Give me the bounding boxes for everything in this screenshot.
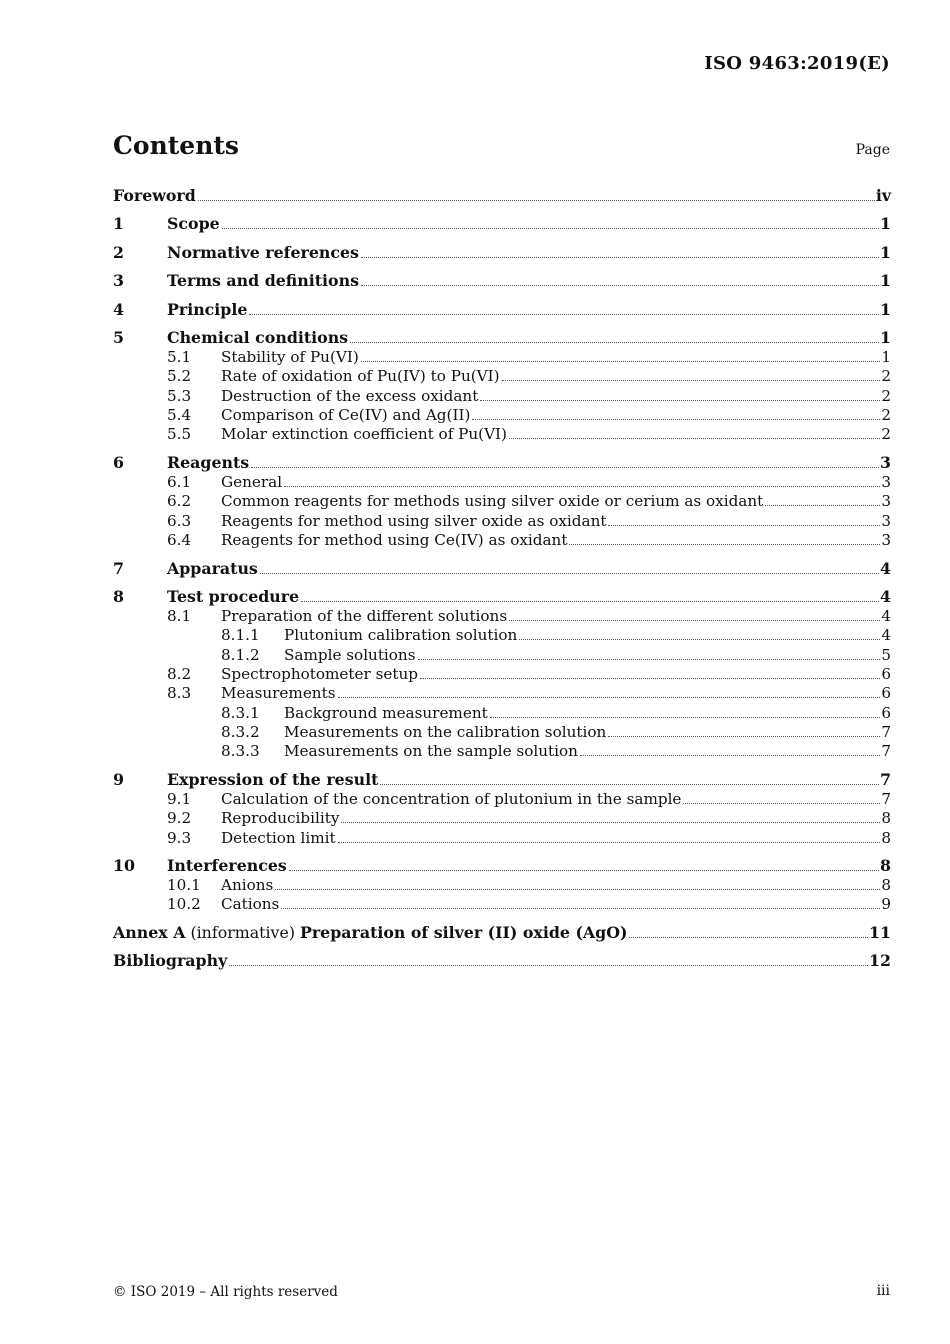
toc-entry-title: General xyxy=(221,473,283,491)
toc-entry-title: Cations xyxy=(221,895,280,913)
toc-entry-page: 5 xyxy=(881,646,891,664)
toc-entry-page: 3 xyxy=(881,473,891,491)
toc-entry[interactable] xyxy=(113,703,891,723)
toc-entry-title: Test procedure xyxy=(167,587,300,606)
toc-entry-number: 9.1 xyxy=(167,790,192,808)
toc-entry-title: Background measurement xyxy=(284,704,488,722)
toc-entry-page: 6 xyxy=(881,665,891,683)
toc-entry[interactable] xyxy=(113,770,891,790)
toc-entry-title: Normative references xyxy=(167,243,359,262)
toc-entry-title: Destruction of the excess oxidant xyxy=(221,387,479,405)
dot-leader xyxy=(341,822,880,823)
toc-entry-page: 11 xyxy=(869,923,891,942)
dot-leader xyxy=(222,228,879,229)
dot-leader xyxy=(361,361,881,362)
toc-entry-page: 1 xyxy=(881,348,891,366)
toc-entry-page: 4 xyxy=(881,626,891,644)
dot-leader xyxy=(281,908,880,909)
toc-entry-title: Terms and definitions xyxy=(167,271,359,290)
toc-entry-number: 10 xyxy=(113,856,135,875)
toc-entry-page: 3 xyxy=(881,531,891,549)
dot-leader xyxy=(629,937,868,938)
toc-entry[interactable] xyxy=(113,789,891,809)
toc-entry-title: Anions xyxy=(221,876,274,894)
toc-entry-title: Comparison of Ce(IV) and Ag(II) xyxy=(221,406,471,424)
toc-entry[interactable] xyxy=(113,606,891,626)
toc-entry[interactable] xyxy=(113,511,891,531)
dot-leader xyxy=(338,697,881,698)
footer-copyright: © ISO 2019 – All rights reserved xyxy=(113,1284,338,1300)
toc-entry-page: 7 xyxy=(880,770,891,789)
dot-leader xyxy=(361,285,879,286)
toc-entry-title: Common reagents for methods using silver oxide or cerium as oxidant xyxy=(221,492,764,510)
toc-entry-number: 5.2 xyxy=(167,367,192,385)
toc-entry-number: 5.1 xyxy=(167,348,192,366)
dot-leader xyxy=(361,257,879,258)
toc-entry[interactable] xyxy=(113,243,891,263)
dot-leader xyxy=(509,620,880,621)
toc-entry-title: Apparatus xyxy=(167,559,258,578)
toc-entry-page: iv xyxy=(875,186,891,205)
toc-entry-title: Molar extinction coefficient of Pu(VI) xyxy=(221,425,507,443)
toc-entry[interactable] xyxy=(113,856,891,876)
toc-entry-title: Reagents for method using Ce(IV) as oxidant xyxy=(221,531,568,549)
toc-entry[interactable] xyxy=(113,741,891,761)
toc-entry-title: Chemical conditions xyxy=(167,328,349,347)
dot-leader xyxy=(480,400,880,401)
toc-entry-page: 2 xyxy=(881,406,891,424)
toc-entry[interactable] xyxy=(113,875,891,895)
toc-entry-number: 6.4 xyxy=(167,531,192,549)
dot-leader xyxy=(608,736,880,737)
toc-entry-number: 6.1 xyxy=(167,473,192,491)
toc-entry[interactable] xyxy=(113,559,891,579)
toc-entry-number: 6.3 xyxy=(167,512,192,530)
toc-entry-title: Spectrophotometer setup xyxy=(221,665,418,683)
toc-entry-page: 4 xyxy=(881,607,891,625)
toc-entry-page: 8 xyxy=(880,856,891,875)
toc-entry-number: 9 xyxy=(113,770,124,789)
toc-entry-number: 8 xyxy=(113,587,124,606)
dot-leader xyxy=(765,505,880,506)
toc-entry-number: 1 xyxy=(113,214,124,233)
toc-entry[interactable] xyxy=(113,683,891,703)
doc-id: ISO 9463:2019(E) xyxy=(704,53,890,74)
toc-entry-informative: (informative) xyxy=(190,923,295,942)
dot-leader xyxy=(502,380,881,381)
toc-entry-title: Detection limit xyxy=(221,829,336,847)
toc-entry-page: 2 xyxy=(881,367,891,385)
toc-entry-page: 1 xyxy=(880,300,891,319)
toc-entry-number: 8.1 xyxy=(167,607,192,625)
toc-entry[interactable] xyxy=(113,386,891,406)
toc-entry-title: Bibliography xyxy=(113,951,228,970)
toc-entry-page: 8 xyxy=(881,829,891,847)
contents-heading: Contents xyxy=(113,131,240,160)
dot-leader xyxy=(569,544,880,545)
toc-entry-title: Plutonium calibration solution xyxy=(284,626,518,644)
toc-entry-page: 2 xyxy=(881,425,891,443)
dot-leader xyxy=(249,314,879,315)
toc-entry-page: 3 xyxy=(881,512,891,530)
toc-entry-number: 8.3.1 xyxy=(221,704,260,722)
toc-entry[interactable] xyxy=(113,300,891,320)
toc-entry[interactable] xyxy=(113,328,891,348)
dot-leader xyxy=(338,842,881,843)
toc-entry-number: 6.2 xyxy=(167,492,192,510)
toc-entry-page: 3 xyxy=(880,453,891,472)
toc-entry[interactable] xyxy=(113,951,891,971)
toc-entry-number: 5 xyxy=(113,328,124,347)
toc-entry[interactable] xyxy=(113,405,891,425)
dot-leader xyxy=(251,467,879,468)
toc-entry[interactable] xyxy=(113,587,891,607)
dot-leader xyxy=(418,659,881,660)
toc-entry-title: Sample solutions xyxy=(284,646,416,664)
toc-entry[interactable] xyxy=(113,722,891,742)
toc-entry-number: 9.2 xyxy=(167,809,192,827)
toc-entry-number: 8.3.3 xyxy=(221,742,260,760)
toc-entry[interactable] xyxy=(113,828,891,848)
toc-entry-page: 1 xyxy=(880,271,891,290)
toc-entry[interactable] xyxy=(113,645,891,665)
dot-leader xyxy=(229,965,868,966)
toc-entry-number: 6 xyxy=(113,453,124,472)
toc-entry-page: 8 xyxy=(881,809,891,827)
dot-leader xyxy=(580,755,880,756)
toc-entry-page: 2 xyxy=(881,387,891,405)
toc-entry-number: 9.3 xyxy=(167,829,192,847)
toc-entry-number: 8.2 xyxy=(167,665,192,683)
toc-entry[interactable] xyxy=(113,625,891,645)
toc-entry-number: 10.2 xyxy=(167,895,201,913)
toc-entry-title: Rate of oxidation of Pu(IV) to Pu(VI) xyxy=(221,367,500,385)
toc-entry-number: 2 xyxy=(113,243,124,262)
toc-entry-title: Preparation of the different solutions xyxy=(221,607,508,625)
toc-entry-number: 5.5 xyxy=(167,425,192,443)
toc-entry[interactable] xyxy=(113,894,891,914)
toc-entry-page: 6 xyxy=(881,684,891,702)
toc-entry[interactable] xyxy=(113,491,891,511)
toc-entry-number: 5.3 xyxy=(167,387,192,405)
toc-entry[interactable] xyxy=(113,186,891,206)
toc-entry[interactable] xyxy=(113,271,891,291)
toc-entry[interactable] xyxy=(113,664,891,684)
toc-entry[interactable] xyxy=(113,214,891,234)
toc-entry-title: Annex A xyxy=(113,923,186,942)
toc-entry-page: 7 xyxy=(881,790,891,808)
toc-entry-title: Expression of the result xyxy=(167,770,379,789)
toc-entry-page: 7 xyxy=(881,742,891,760)
toc-entry-page: 6 xyxy=(881,704,891,722)
dot-leader xyxy=(380,784,879,785)
toc-entry-number: 7 xyxy=(113,559,124,578)
dot-leader xyxy=(472,419,880,420)
toc-entry-page: 4 xyxy=(880,559,891,578)
footer-page-number: iii xyxy=(876,1283,890,1299)
dot-leader xyxy=(420,678,880,679)
dot-leader xyxy=(275,889,880,890)
toc-entry-title: Interferences xyxy=(167,856,287,875)
dot-leader xyxy=(198,200,875,201)
toc-entry-page: 3 xyxy=(881,492,891,510)
dot-leader xyxy=(608,525,880,526)
toc-entry[interactable] xyxy=(113,347,891,367)
dot-leader xyxy=(284,486,880,487)
toc-entry-title: Reagents for method using silver oxide as oxidant xyxy=(221,512,607,530)
toc-entry-page: 1 xyxy=(880,243,891,262)
toc-entry-number: 10.1 xyxy=(167,876,201,894)
page-column-label: Page xyxy=(855,142,890,158)
dot-leader xyxy=(490,717,881,718)
toc-entry-number: 8.3.2 xyxy=(221,723,260,741)
toc-entry-number: 8.1.1 xyxy=(221,626,260,644)
toc-entry-page: 1 xyxy=(880,328,891,347)
dot-leader xyxy=(519,639,880,640)
toc-entry[interactable] xyxy=(113,808,891,828)
toc-entry-title: Stability of Pu(VI) xyxy=(221,348,359,366)
toc-entry[interactable] xyxy=(113,923,891,943)
dot-leader xyxy=(350,342,879,343)
toc-entry-title: Principle xyxy=(167,300,248,319)
toc-entry-number: 8.1.2 xyxy=(221,646,260,664)
toc-entry[interactable] xyxy=(113,424,891,444)
toc-entry-page: 8 xyxy=(881,876,891,894)
toc-entry-page: 9 xyxy=(881,895,891,913)
toc-entry[interactable] xyxy=(113,472,891,492)
toc-entry[interactable] xyxy=(113,453,891,473)
toc-entry-page: 4 xyxy=(880,587,891,606)
toc-entry-number: 3 xyxy=(113,271,124,290)
toc-entry-title: Measurements xyxy=(221,684,336,702)
toc-entry-page: 7 xyxy=(881,723,891,741)
toc-entry-title: Reproducibility xyxy=(221,809,340,827)
toc-entry-subtitle: Preparation of silver (II) oxide (AgO) xyxy=(299,923,628,942)
toc-entry-number: 8.3 xyxy=(167,684,192,702)
toc-entry[interactable] xyxy=(113,530,891,550)
dot-leader xyxy=(289,870,879,871)
toc-entry-title: Foreword xyxy=(113,186,196,205)
toc-entry-title: Scope xyxy=(167,214,220,233)
dot-leader xyxy=(683,803,880,804)
toc-entry-title: Measurements on the sample solution xyxy=(284,742,578,760)
toc-entry[interactable] xyxy=(113,366,891,386)
toc-entry-title: Measurements on the calibration solution xyxy=(284,723,607,741)
toc-entry-page: 12 xyxy=(869,951,891,970)
toc-entry-title: Reagents xyxy=(167,453,250,472)
dot-leader xyxy=(260,573,879,574)
toc-entry-title: Calculation of the concentration of plutonium in the sample xyxy=(221,790,682,808)
toc-entry-number: 5.4 xyxy=(167,406,192,424)
dot-leader xyxy=(301,601,879,602)
toc-entry-page: 1 xyxy=(880,214,891,233)
dot-leader xyxy=(509,438,880,439)
toc-entry-number: 4 xyxy=(113,300,124,319)
